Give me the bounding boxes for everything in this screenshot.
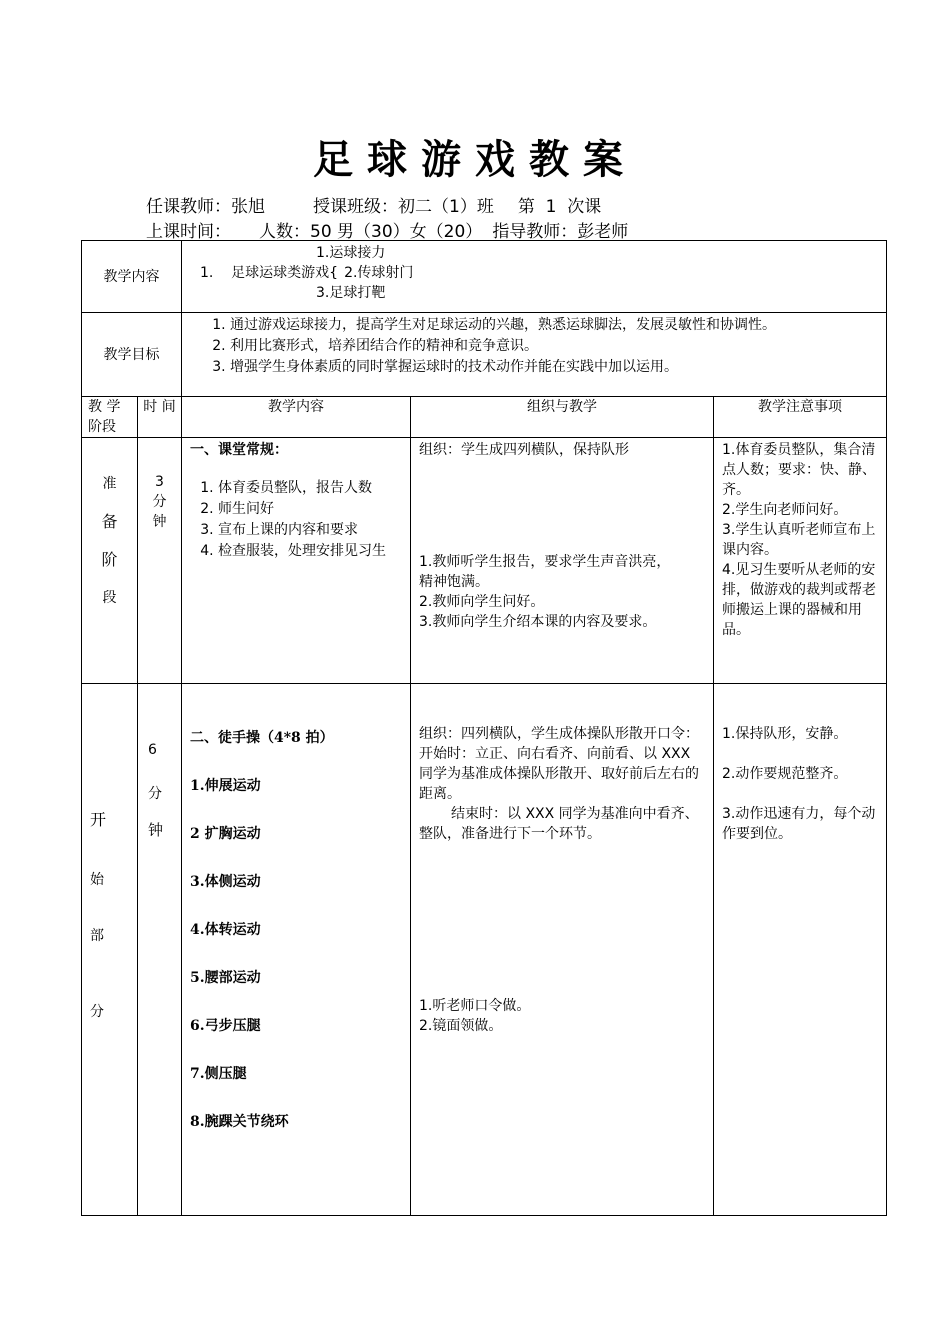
prep-item: 4. 检查服装，处理安排见习生: [218, 541, 406, 561]
header-content: 教学内容: [182, 397, 411, 438]
goals-cell: [182, 313, 887, 397]
goal-item: 3. 增强学生身体素质的同时掌握运球时的技术动作并能在实践中加以运用。: [230, 357, 880, 377]
start-content: [182, 684, 411, 1216]
start-time: 6 分 钟: [138, 684, 182, 1216]
prep-row: [82, 438, 887, 684]
start-stage: 开 始 部 分: [82, 684, 138, 1216]
goal-item: 2. 利用比赛形式，培养团结合作的精神和竞争意识。: [230, 336, 880, 356]
start-note: 1.保持队形，安静。: [722, 726, 848, 742]
prep-note: 2.学生向老师问好。: [722, 502, 848, 518]
teacher-name: 张旭: [231, 197, 265, 217]
prep-content: [182, 438, 411, 684]
prep-stage: 准 备 阶 段: [82, 438, 138, 684]
prep-item: 3. 宣布上课的内容和要求: [218, 520, 406, 540]
exercise-item: 8.腕踝关节绕环: [190, 1114, 289, 1130]
header-stage: 教 学 阶段: [82, 397, 138, 438]
content-label: 教学内容: [82, 241, 182, 313]
start-note: 3.动作迅速有力，每个动作要到位。: [722, 806, 876, 842]
count-value: 50 男（30）女（20）: [310, 222, 483, 242]
exercise-item: 3.体侧运动: [190, 874, 261, 890]
guide-label: 指导教师：: [492, 222, 578, 242]
start-org: [411, 684, 714, 1216]
header-org: 组织与教学: [411, 397, 714, 438]
start-org-p2: 结束时：以 XXX 同学为基准向中看齐、整队，准备进行下一个环节。: [419, 806, 699, 842]
lesson-plan-table: [81, 240, 887, 1216]
prep-list: [190, 478, 406, 561]
header-time: 时 间: [138, 397, 182, 438]
meta-line-1: [146, 192, 601, 217]
prep-time: 3 分 钟: [138, 438, 182, 684]
goal-item: 1. 通过游戏运球接力，提高学生对足球运动的兴趣，熟悉运球脚法，发展灵敏性和协调性。: [230, 315, 880, 335]
start-title: 二、徒手操（4*8 拍）: [190, 730, 334, 746]
exercise-item: 7.侧压腿: [190, 1066, 247, 1082]
guide-value: 彭老师: [577, 222, 629, 242]
prep-title: 一、课堂常规：: [190, 442, 288, 458]
prep-org-title: 组织：学生成四列横队，保持队形: [419, 442, 629, 458]
page-title: 足球游戏教案: [313, 136, 637, 183]
start-org-p1: 组织：四列横队，学生成体操队形散开口令：开始时：立正、向右看齐、向前看、以 XXX 同学为基准成体操队形散开、取好前后左右的距离。: [419, 726, 699, 802]
goals-label: 教学目标: [82, 313, 182, 397]
prep-org: [411, 438, 714, 684]
lesson-number: 第 1 次课: [517, 197, 602, 217]
exercise-item: 4.体转运动: [190, 922, 261, 938]
content-line-2: 1. 足球运球类游戏{ 2.传球射门: [200, 265, 414, 281]
prep-notes: [714, 438, 887, 684]
content-row: [82, 241, 887, 313]
header-row: [82, 397, 887, 438]
prep-item: 1. 体育委员整队，报告人数: [218, 478, 406, 498]
header-notes: 教学注意事项: [714, 397, 887, 438]
content-line-3: 3.足球打靶: [316, 285, 386, 301]
exercise-item: 2 扩胸运动: [190, 826, 261, 842]
content-line-1: 1.运球接力: [316, 245, 386, 261]
class-value: 初二（1）班: [398, 197, 494, 217]
prep-org-line: 精神饱满。: [419, 574, 489, 590]
count-label: 人数：: [259, 222, 310, 242]
start-note: 2.动作要规范整齐。: [722, 766, 848, 782]
exercise-item: 5.腰部运动: [190, 970, 261, 986]
start-org-line: 1.听老师口令做。: [419, 998, 531, 1014]
exercise-item: 6.弓步压腿: [190, 1018, 261, 1034]
time-label: 上课时间：: [146, 222, 231, 242]
prep-note: 4.见习生要听从老师的安排，做游戏的裁判或帮老师搬运上课的器械和用品。: [722, 562, 876, 638]
prep-note: 1.体育委员整队，集合清点人数；要求：快、静、齐。: [722, 442, 876, 498]
meta-line-2: [146, 217, 628, 242]
prep-item: 2. 师生问好: [218, 499, 406, 519]
goals-list: [182, 315, 880, 377]
prep-note: 3.学生认真听老师宣布上课内容。: [722, 522, 876, 558]
class-label: 授课班级：: [313, 197, 398, 217]
teacher-label: 任课教师：: [146, 197, 231, 217]
prep-org-line: 1.教师听学生报告，要求学生声音洪亮，: [419, 554, 671, 570]
prep-org-line: 3.教师向学生介绍本课的内容及要求。: [419, 614, 657, 630]
goals-row: [82, 313, 887, 397]
start-row: [82, 684, 887, 1216]
content-cell: [182, 241, 887, 313]
start-org-line: 2.镜面领做。: [419, 1018, 503, 1034]
exercise-item: 1.伸展运动: [190, 778, 261, 794]
start-notes: [714, 684, 887, 1216]
prep-org-line: 2.教师向学生问好。: [419, 594, 545, 610]
